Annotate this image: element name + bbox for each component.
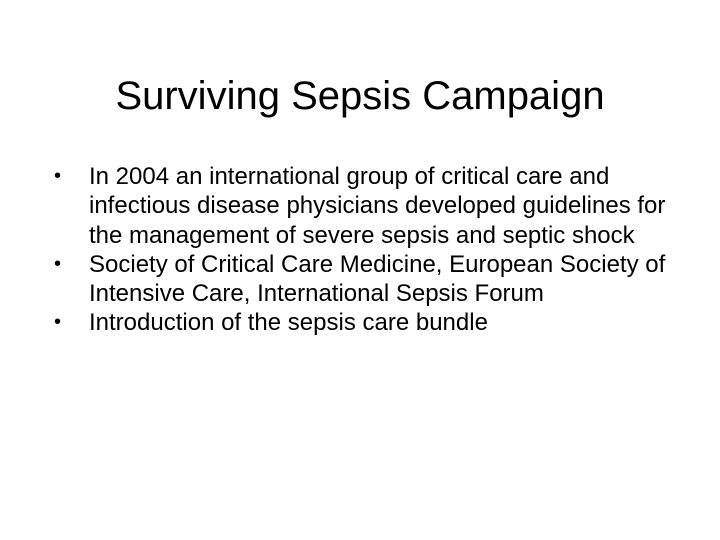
bullet-list (54, 162, 674, 338)
slide-title: Surviving Sepsis Campaign (115, 74, 605, 118)
bullet-item (54, 162, 674, 250)
bullet-item (54, 308, 674, 337)
bullet-text: Society of Critical Care Medicine, European Society of Intensive Care, International Sepsis Forum (89, 250, 666, 308)
bullet-dot-icon: • (54, 165, 62, 187)
bullet-item (54, 250, 674, 309)
bullet-dot-icon: • (54, 311, 62, 334)
bullet-text: Introduction of the sepsis care bundle (89, 309, 488, 337)
bullet-text: In 2004 an international group of critical care and infectious disease physicians developed guidelines for the management of severe sepsis and septic shock (89, 163, 666, 249)
bullet-dot-icon: • (54, 252, 62, 275)
